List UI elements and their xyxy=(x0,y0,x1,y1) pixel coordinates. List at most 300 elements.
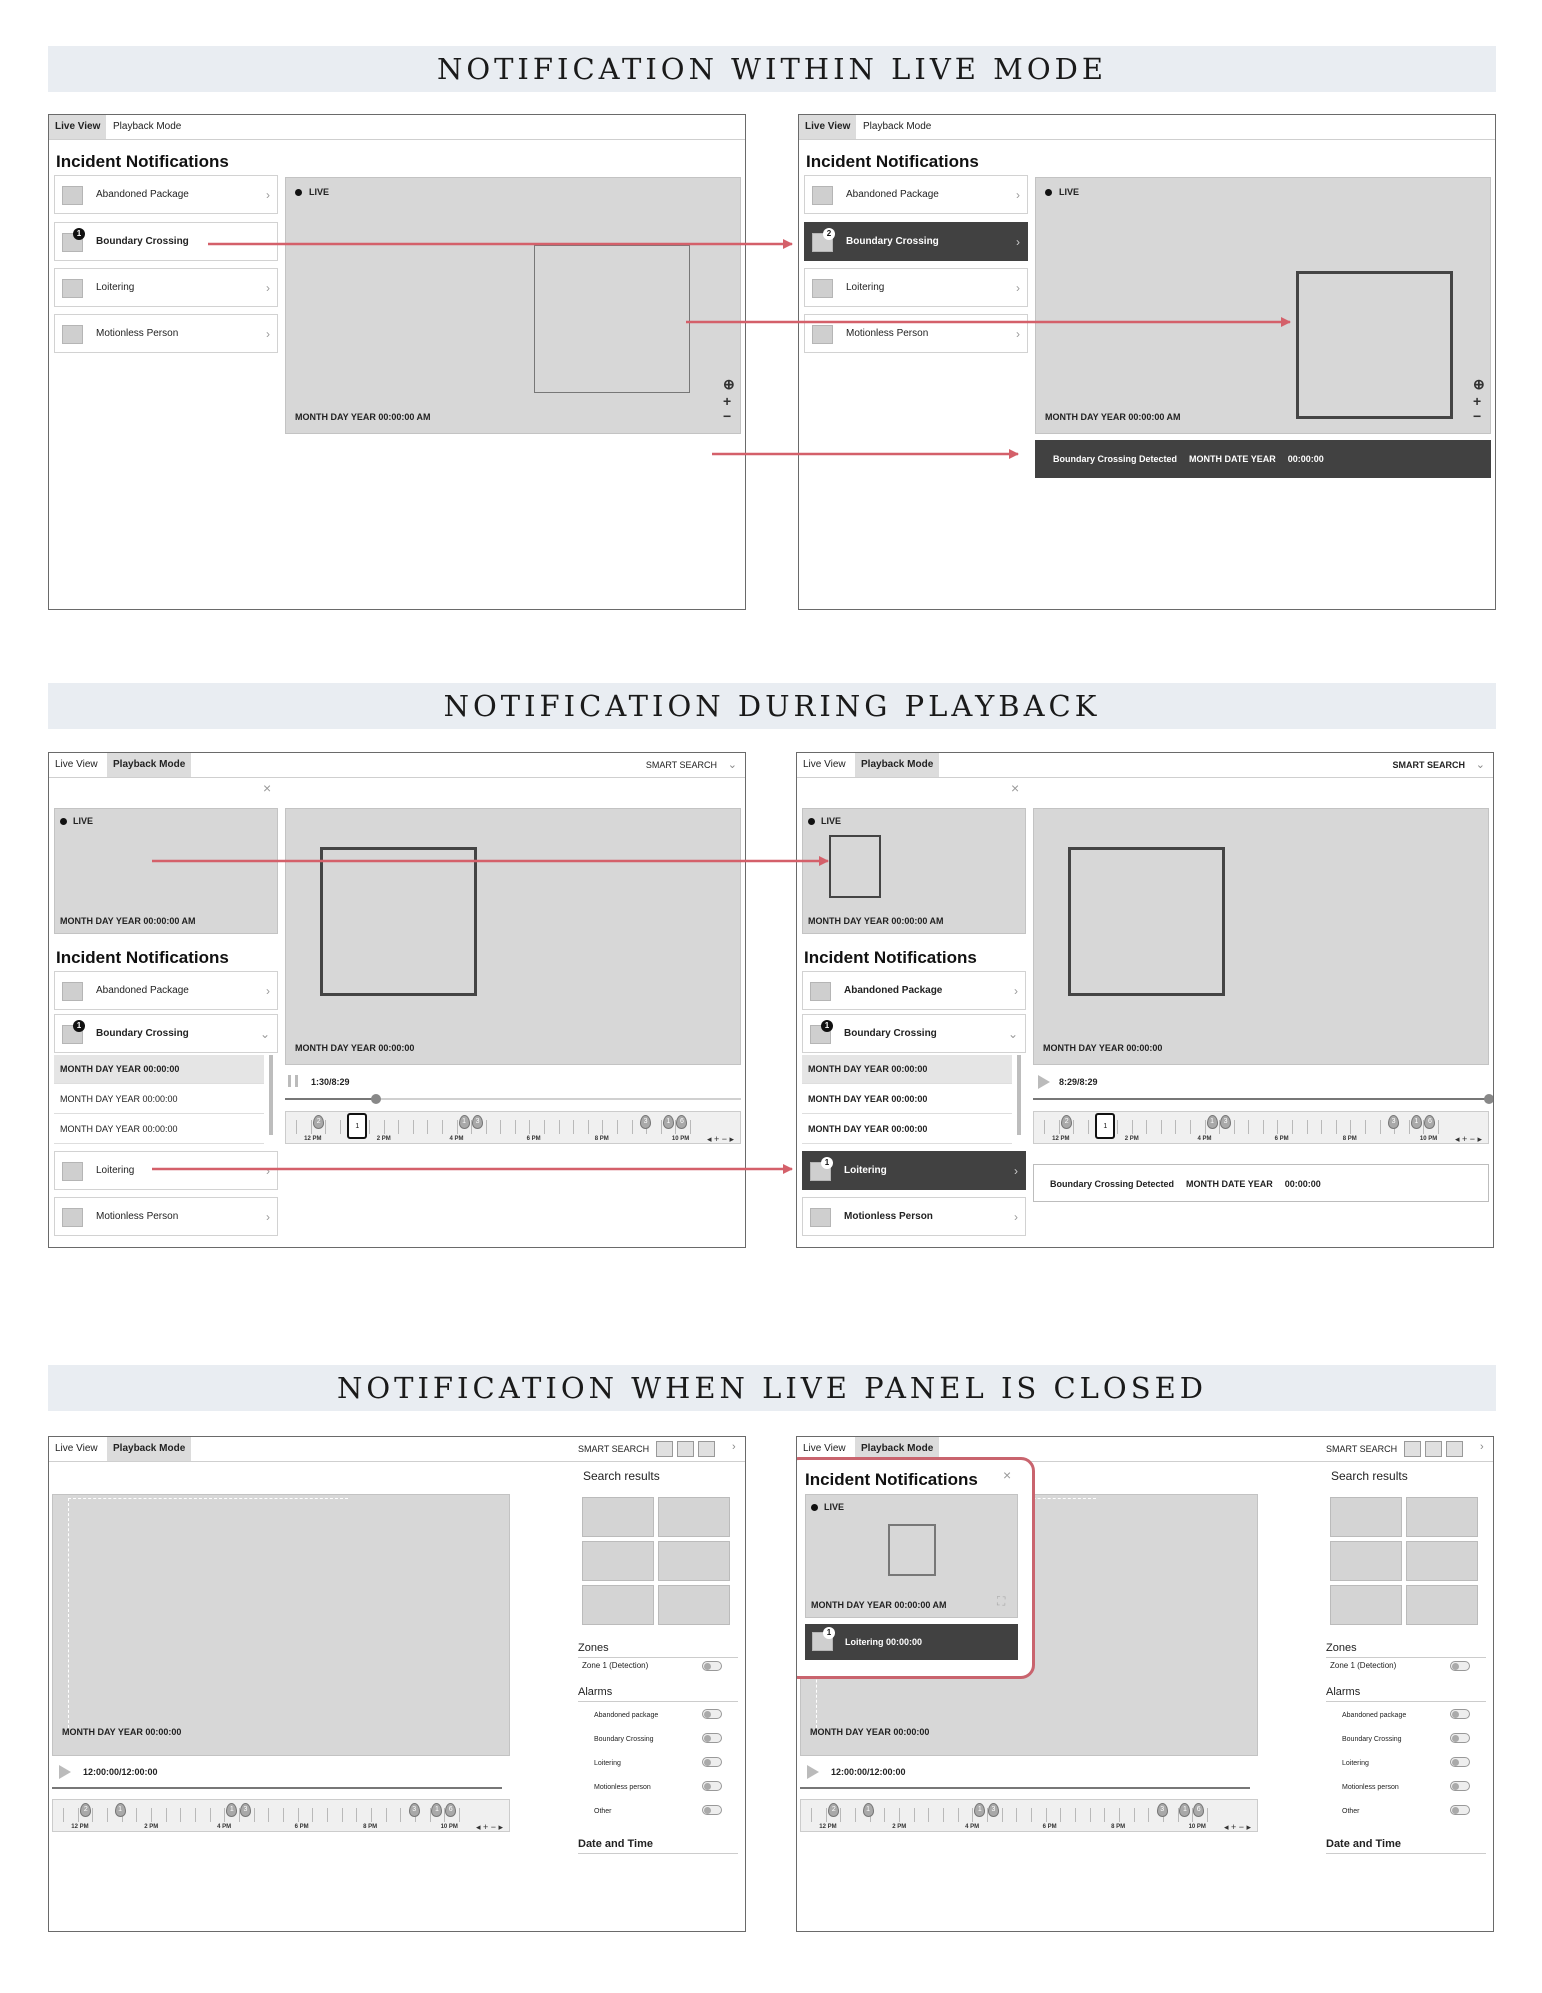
expand-icon[interactable]: ⛶ xyxy=(997,1594,1006,1608)
timeline-tick xyxy=(573,1120,574,1134)
frame-closed-after xyxy=(796,1436,1494,1932)
timeline-tick xyxy=(180,1808,181,1822)
playback-time: 12:00:00/12:00:00 xyxy=(83,1767,158,1777)
video-timestamp: MONTH DAY YEAR 00:00:00 xyxy=(810,1727,930,1737)
timeline-tick xyxy=(384,1120,385,1134)
timeline-label: 4 PM xyxy=(217,1824,232,1830)
incident-pin-icon[interactable]: 1 xyxy=(663,1115,674,1129)
timeline-tick xyxy=(1073,1120,1074,1134)
search-results-grid[interactable] xyxy=(1330,1497,1478,1625)
incident-pin-icon[interactable]: 3 xyxy=(1220,1115,1231,1129)
timeline-tick xyxy=(92,1808,93,1822)
incident-heading: Incident Notifications xyxy=(806,152,979,171)
thumbnail xyxy=(812,279,833,298)
alert-banner[interactable] xyxy=(1035,440,1491,478)
video-timestamp: MONTH DAY YEAR 00:00:00 AM xyxy=(1045,412,1181,422)
count-badge: 2 xyxy=(823,228,835,240)
incident-abandoned[interactable] xyxy=(54,971,278,1010)
smart-search-label[interactable]: SMART SEARCH xyxy=(1392,760,1465,770)
alert-date: MONTH DATE YEAR xyxy=(1189,454,1276,464)
thumbnail xyxy=(62,279,83,298)
save-icon[interactable] xyxy=(677,1441,694,1457)
thumbnail xyxy=(62,1208,83,1227)
thumbnail xyxy=(62,186,83,205)
timeline-tick xyxy=(1307,1120,1308,1134)
close-icon[interactable]: × xyxy=(1011,780,1020,796)
section-banner-closed: NOTIFICATION WHEN LIVE PANEL IS CLOSED xyxy=(48,1365,1496,1411)
incident-loitering-active[interactable] xyxy=(802,1151,1026,1190)
incident-pin-icon[interactable]: 3 xyxy=(409,1803,420,1817)
image-icon[interactable] xyxy=(698,1441,715,1457)
zoom-in-icon[interactable]: + xyxy=(1473,393,1482,409)
result-thumb[interactable] xyxy=(1406,1585,1478,1625)
video-timestamp: MONTH DAY YEAR 00:00:00 xyxy=(295,1043,415,1053)
alarm-item: Boundary Crossing xyxy=(1342,1736,1402,1743)
timeline-tick xyxy=(1134,1808,1135,1822)
incident-boundary[interactable] xyxy=(54,222,278,261)
timeline-tick xyxy=(544,1120,545,1134)
incident-pin-icon[interactable]: 2 xyxy=(313,1115,324,1129)
timeline-tick xyxy=(340,1120,341,1134)
tab-playback-mode[interactable]: Playback Mode xyxy=(107,1437,191,1461)
incident-label: Loitering xyxy=(96,1165,135,1176)
chevron-right-icon[interactable]: › xyxy=(732,1441,736,1453)
zones-label: Zones xyxy=(1326,1642,1357,1654)
chevron-right-icon: › xyxy=(266,327,270,341)
incident-pin-icon[interactable]: 2 xyxy=(828,1803,839,1817)
chat-icon[interactable] xyxy=(1404,1441,1421,1457)
alarm-toggle[interactable] xyxy=(1450,1757,1470,1767)
chevron-right-icon: › xyxy=(1016,235,1020,249)
incident-pin-icon[interactable]: 1 xyxy=(115,1803,126,1817)
timeline-tick xyxy=(1060,1808,1061,1822)
incident-pin-icon[interactable]: 6 xyxy=(1193,1803,1204,1817)
timeline-label: 8 PM xyxy=(1111,1824,1126,1830)
timeline-tick xyxy=(283,1808,284,1822)
result-thumb[interactable] xyxy=(658,1497,730,1537)
frame-closed-before xyxy=(48,1436,746,1932)
zones-section[interactable] xyxy=(578,1639,738,1658)
timeline-label: 12 PM xyxy=(1052,1136,1070,1142)
count-badge: 1 xyxy=(821,1157,833,1169)
image-icon[interactable] xyxy=(1446,1441,1463,1457)
loitering-event-text: Loitering 00:00:00 xyxy=(845,1637,923,1647)
alert-date: MONTH DATE YEAR xyxy=(1186,1179,1273,1189)
incident-label: Motionless Person xyxy=(96,1211,179,1222)
timeline-tick xyxy=(529,1120,530,1134)
live-label: LIVE xyxy=(821,816,842,826)
timeline-label: 12 PM xyxy=(819,1824,837,1830)
incident-pin-icon[interactable]: 1 xyxy=(1207,1115,1218,1129)
chevron-right-icon: › xyxy=(1016,327,1020,341)
timeline-tick xyxy=(617,1120,618,1134)
incident-pin-icon[interactable]: 2 xyxy=(80,1803,91,1817)
smart-search-label[interactable]: SMART SEARCH xyxy=(1326,1444,1398,1454)
event-list-scrollbar[interactable] xyxy=(1017,1055,1021,1135)
live-label: LIVE xyxy=(309,187,330,197)
search-results-title: Search results xyxy=(1331,1469,1408,1483)
live-dot-icon xyxy=(811,1504,818,1511)
timeline-label: 2 PM xyxy=(144,1824,159,1830)
timeline[interactable] xyxy=(800,1799,1258,1832)
alarm-toggle[interactable] xyxy=(702,1757,722,1767)
incident-pin-icon[interactable]: 3 xyxy=(240,1803,251,1817)
play-icon[interactable] xyxy=(807,1765,819,1779)
incident-label: Loitering xyxy=(846,282,885,293)
chevron-down-icon: ⌄ xyxy=(1007,1027,1018,1041)
locate-icon[interactable]: ⊕ xyxy=(723,376,735,392)
progress-knob[interactable] xyxy=(1484,1094,1494,1104)
alert-banner[interactable] xyxy=(1033,1164,1489,1202)
count-badge: 1 xyxy=(821,1020,833,1032)
timeline-tick xyxy=(1044,1120,1045,1134)
tab-playback-mode[interactable]: Playback Mode xyxy=(855,1437,939,1461)
timeline-tick xyxy=(1336,1120,1337,1134)
alert-text: Boundary Crossing Detected xyxy=(1050,1179,1175,1189)
incident-boundary[interactable] xyxy=(802,1014,1026,1053)
search-results-title: Search results xyxy=(583,1469,660,1483)
result-thumb[interactable] xyxy=(1330,1585,1402,1625)
tab-live-view[interactable]: Live View xyxy=(803,759,846,770)
pause-icon-right[interactable] xyxy=(295,1075,298,1087)
timeline-tick xyxy=(1146,1120,1147,1134)
incident-boundary-active[interactable] xyxy=(804,222,1028,261)
incident-motionless[interactable] xyxy=(802,1197,1026,1236)
zoom-in-icon[interactable]: + xyxy=(723,393,732,409)
tab-playback-mode[interactable]: Playback Mode xyxy=(855,753,939,777)
timeline-tick xyxy=(1175,1120,1176,1134)
thumbnail xyxy=(62,982,83,1001)
chevron-down-icon[interactable]: ⌄ xyxy=(727,759,737,771)
chat-icon[interactable] xyxy=(656,1441,673,1457)
chevron-right-icon: › xyxy=(266,188,270,202)
zone-toggle[interactable] xyxy=(1450,1661,1470,1671)
timeline[interactable] xyxy=(1033,1111,1489,1144)
incident-abandoned[interactable] xyxy=(802,971,1026,1010)
timeline-tick xyxy=(899,1808,900,1822)
timeline-tick xyxy=(632,1120,633,1134)
alarm-toggle[interactable] xyxy=(702,1709,722,1719)
timeline-tick xyxy=(486,1120,487,1134)
incident-pin-icon[interactable]: 1 xyxy=(863,1803,874,1817)
zoom-out-icon[interactable]: − xyxy=(1473,408,1482,424)
result-thumb[interactable] xyxy=(1330,1497,1402,1537)
frame-playback-after xyxy=(796,752,1494,1248)
timeline-tick xyxy=(1248,1120,1249,1134)
incident-popup[interactable] xyxy=(796,1457,1035,1679)
timeline-tick xyxy=(1438,1120,1439,1134)
incident-motionless[interactable] xyxy=(54,314,278,353)
timeline-controls[interactable]: ◂ + − ▸ xyxy=(706,1134,734,1144)
zoom-out-icon[interactable]: − xyxy=(723,408,732,424)
event-row[interactable]: MONTH DAY YEAR 00:00:00 xyxy=(802,1055,1012,1084)
save-icon[interactable] xyxy=(1425,1441,1442,1457)
timeline-tick xyxy=(400,1808,401,1822)
tab-live-view[interactable]: Live View xyxy=(803,1443,846,1454)
timeline-tick xyxy=(371,1808,372,1822)
timeline-tick xyxy=(210,1808,211,1822)
event-row[interactable]: MONTH DAY YEAR 00:00:00 xyxy=(54,1115,264,1144)
timeline-tick xyxy=(1161,1120,1162,1134)
timeline-tick xyxy=(457,1120,458,1134)
incident-label: Motionless Person xyxy=(844,1211,933,1222)
timeline-label: 4 PM xyxy=(449,1136,464,1142)
count-badge: 1 xyxy=(73,228,85,240)
event-row[interactable]: MONTH DAY YEAR 00:00:00 xyxy=(54,1055,264,1084)
zones-section[interactable] xyxy=(1326,1639,1486,1658)
timeline-tick xyxy=(1292,1120,1293,1134)
count-badge: 1 xyxy=(823,1627,835,1639)
timeline-tick xyxy=(1002,1808,1003,1822)
incident-pin-icon[interactable]: 1 xyxy=(431,1803,442,1817)
incident-loitering[interactable] xyxy=(54,1151,278,1190)
tab-live-view[interactable]: Live View xyxy=(55,759,98,770)
alarm-toggle[interactable] xyxy=(1450,1781,1470,1791)
incident-label: Abandoned Package xyxy=(846,189,939,200)
incident-abandoned[interactable] xyxy=(54,175,278,214)
incident-pin-icon[interactable]: 2 xyxy=(1061,1115,1072,1129)
live-mini-video[interactable] xyxy=(54,808,278,934)
incident-pin-icon[interactable]: 3 xyxy=(1388,1115,1399,1129)
timeline-tick xyxy=(342,1808,343,1822)
section-banner-live: NOTIFICATION WITHIN LIVE MODE xyxy=(48,46,1496,92)
search-results-grid[interactable] xyxy=(582,1497,730,1625)
pause-icon-left[interactable] xyxy=(288,1075,291,1087)
live-video[interactable] xyxy=(285,177,741,434)
incident-pin-icon[interactable]: 6 xyxy=(1424,1115,1435,1129)
timeline-tick xyxy=(826,1808,827,1822)
result-thumb[interactable] xyxy=(1406,1497,1478,1537)
alarm-item: Other xyxy=(1342,1808,1360,1815)
alarm-toggle[interactable] xyxy=(702,1733,722,1743)
incident-label: Loitering xyxy=(96,282,135,293)
timeline-tick xyxy=(356,1808,357,1822)
alarm-toggle[interactable] xyxy=(1450,1805,1470,1815)
alarm-toggle[interactable] xyxy=(1450,1733,1470,1743)
live-video[interactable] xyxy=(1035,177,1491,434)
timeline-tick xyxy=(1205,1120,1206,1134)
incident-pin-icon[interactable]: 1 xyxy=(226,1803,237,1817)
timeline-tick xyxy=(325,1120,326,1134)
tab-live-view[interactable]: Live View xyxy=(799,115,856,139)
timeline-tick xyxy=(298,1808,299,1822)
incident-pin-icon[interactable]: 1 xyxy=(1411,1115,1422,1129)
incident-motionless[interactable] xyxy=(804,314,1028,353)
result-thumb[interactable] xyxy=(582,1497,654,1537)
incident-loitering[interactable] xyxy=(804,268,1028,307)
timeline-tick xyxy=(1207,1808,1208,1822)
live-label: LIVE xyxy=(824,1502,845,1512)
zone-outline xyxy=(68,1498,348,1728)
incident-abandoned[interactable] xyxy=(804,175,1028,214)
timeline[interactable] xyxy=(52,1799,510,1832)
alarms-section[interactable] xyxy=(578,1683,738,1702)
tab-live-view[interactable]: Live View xyxy=(49,115,106,139)
timeline-label: 2 PM xyxy=(892,1824,907,1830)
playback-video[interactable] xyxy=(1033,808,1489,1065)
incident-label: Abandoned Package xyxy=(844,985,943,996)
chevron-down-icon: ⌄ xyxy=(259,1027,270,1041)
timeline-tick xyxy=(195,1808,196,1822)
event-row[interactable]: MONTH DAY YEAR 00:00:00 xyxy=(802,1085,1012,1114)
timeline-controls[interactable]: ◂ + − ▸ xyxy=(1454,1134,1482,1144)
zones-label: Zones xyxy=(578,1642,609,1654)
timeline-tick xyxy=(224,1808,225,1822)
alarms-section[interactable] xyxy=(1326,1683,1486,1702)
timeline-tick xyxy=(107,1808,108,1822)
incident-motionless[interactable] xyxy=(54,1197,278,1236)
detection-box xyxy=(1068,847,1225,996)
timeline-tick xyxy=(427,1120,428,1134)
loitering-alert[interactable] xyxy=(805,1624,1018,1660)
frame-playback-before xyxy=(48,752,746,1248)
result-thumb[interactable] xyxy=(658,1541,730,1581)
incident-boundary[interactable] xyxy=(54,1014,278,1053)
timeline-controls[interactable]: ◂ + − ▸ xyxy=(1223,1822,1251,1832)
incident-loitering[interactable] xyxy=(54,268,278,307)
frame-live-before xyxy=(48,114,746,610)
incident-pin-icon[interactable]: 3 xyxy=(472,1115,483,1129)
timeline-tick xyxy=(386,1808,387,1822)
zone-item: Zone 1 (Detection) xyxy=(582,1661,649,1670)
tab-live-view[interactable]: Live View xyxy=(55,1443,98,1454)
progress-fill xyxy=(285,1098,376,1100)
event-row[interactable]: MONTH DAY YEAR 00:00:00 xyxy=(54,1085,264,1114)
play-icon[interactable] xyxy=(1038,1075,1050,1089)
smart-search-label[interactable]: SMART SEARCH xyxy=(645,760,717,770)
result-thumb[interactable] xyxy=(658,1585,730,1625)
incident-pin-icon[interactable]: 3 xyxy=(640,1115,651,1129)
mode-tabs xyxy=(799,115,1495,140)
date-time-section[interactable] xyxy=(578,1835,738,1854)
zone-item: Zone 1 (Detection) xyxy=(1330,1661,1397,1670)
frame-live-after xyxy=(798,114,1496,610)
timeline-tick xyxy=(588,1120,589,1134)
alarm-toggle[interactable] xyxy=(702,1805,722,1815)
tab-playback-mode[interactable]: Playback Mode xyxy=(863,121,932,132)
playback-time: 8:29/8:29 xyxy=(1059,1077,1098,1087)
close-icon[interactable]: × xyxy=(1003,1467,1012,1483)
incident-pin-icon[interactable]: 1 xyxy=(974,1803,985,1817)
timeline-tick xyxy=(1031,1808,1032,1822)
incident-heading: Incident Notifications xyxy=(56,152,229,171)
timeline-tick xyxy=(63,1808,64,1822)
detection-box xyxy=(888,1524,936,1576)
timeline-label: 4 PM xyxy=(965,1824,980,1830)
thumbnail xyxy=(62,325,83,344)
alarms-label: Alarms xyxy=(1326,1686,1361,1698)
timeline-tick xyxy=(268,1808,269,1822)
alert-time: 00:00:00 xyxy=(1284,1179,1321,1189)
smart-search-label[interactable]: SMART SEARCH xyxy=(578,1444,650,1454)
locate-icon[interactable]: ⊕ xyxy=(1473,376,1485,392)
timeline-label: 6 PM xyxy=(526,1136,541,1142)
timeline-tick xyxy=(1277,1120,1278,1134)
timeline-tick xyxy=(166,1808,167,1822)
incident-label: Motionless Person xyxy=(96,328,179,339)
incident-pin-icon[interactable]: 1 xyxy=(459,1115,470,1129)
result-thumb[interactable] xyxy=(1406,1541,1478,1581)
chevron-right-icon: › xyxy=(1014,1210,1018,1224)
event-list-scrollbar[interactable] xyxy=(269,1055,273,1135)
thumbnail xyxy=(812,186,833,205)
timeline-controls[interactable]: ◂ + − ▸ xyxy=(475,1822,503,1832)
alert-time: 00:00:00 xyxy=(1287,454,1324,464)
timeline-label: 8 PM xyxy=(594,1136,609,1142)
alarm-item: Loitering xyxy=(594,1760,621,1767)
timeline-tick xyxy=(972,1808,973,1822)
incident-pin-icon[interactable]: 1 xyxy=(1095,1113,1115,1139)
timeline-tick xyxy=(914,1808,915,1822)
timeline[interactable] xyxy=(285,1111,741,1144)
timeline-tick xyxy=(1119,1808,1120,1822)
incident-pin-icon[interactable]: 1 xyxy=(347,1113,367,1139)
close-icon[interactable]: × xyxy=(263,780,272,796)
incident-heading: Incident Notifications xyxy=(56,948,229,967)
timeline-tick xyxy=(661,1120,662,1134)
incident-pin-icon[interactable]: 6 xyxy=(445,1803,456,1817)
live-dot-icon xyxy=(60,818,67,825)
progress-track[interactable] xyxy=(52,1787,502,1789)
playback-video[interactable] xyxy=(52,1494,510,1756)
result-thumb[interactable] xyxy=(1330,1541,1402,1581)
timeline-tick xyxy=(1263,1120,1264,1134)
alarm-item: Motionless person xyxy=(594,1784,651,1791)
chevron-right-icon: › xyxy=(1014,984,1018,998)
timeline-tick xyxy=(442,1120,443,1134)
zone-toggle[interactable] xyxy=(702,1661,722,1671)
date-time-section[interactable] xyxy=(1326,1835,1486,1854)
timeline-label: 10 PM xyxy=(671,1136,690,1142)
incident-pin-icon[interactable]: 1 xyxy=(1179,1803,1190,1817)
incident-pin-icon[interactable]: 3 xyxy=(1157,1803,1168,1817)
chevron-down-icon[interactable]: ⌄ xyxy=(1475,759,1485,771)
video-timestamp: MONTH DAY YEAR 00:00:00 xyxy=(1043,1043,1163,1053)
timeline-tick xyxy=(1016,1808,1017,1822)
timeline-tick xyxy=(296,1120,297,1134)
progress-knob[interactable] xyxy=(371,1094,381,1104)
timeline-tick xyxy=(1321,1120,1322,1134)
progress-track[interactable] xyxy=(800,1787,1250,1789)
alarm-toggle[interactable] xyxy=(702,1781,722,1791)
timeline-tick xyxy=(78,1808,79,1822)
timeline-tick xyxy=(1117,1120,1118,1134)
playback-video[interactable] xyxy=(285,808,741,1065)
live-mini-video[interactable] xyxy=(805,1494,1018,1618)
result-thumb[interactable] xyxy=(582,1541,654,1581)
incident-label: Boundary Crossing xyxy=(846,236,939,247)
alarm-item: Abandoned package xyxy=(594,1712,659,1719)
alarm-toggle[interactable] xyxy=(1450,1709,1470,1719)
chevron-right-icon: › xyxy=(266,984,270,998)
live-dot-icon xyxy=(295,189,302,196)
mode-tabs xyxy=(49,115,745,140)
result-thumb[interactable] xyxy=(582,1585,654,1625)
play-icon[interactable] xyxy=(59,1765,71,1779)
tab-playback-mode[interactable]: Playback Mode xyxy=(107,753,191,777)
timeline-tick xyxy=(1148,1808,1149,1822)
timeline-tick xyxy=(1104,1808,1105,1822)
tab-playback-mode[interactable]: Playback Mode xyxy=(113,121,182,132)
chevron-right-icon[interactable]: › xyxy=(1480,1441,1484,1453)
timeline-tick xyxy=(559,1120,560,1134)
incident-heading: Incident Notifications xyxy=(804,948,977,967)
chevron-right-icon: › xyxy=(266,1210,270,1224)
incident-pin-icon[interactable]: 6 xyxy=(676,1115,687,1129)
incident-pin-icon[interactable]: 3 xyxy=(988,1803,999,1817)
event-row[interactable]: MONTH DAY YEAR 00:00:00 xyxy=(802,1115,1012,1144)
live-mini-video[interactable] xyxy=(802,808,1026,934)
